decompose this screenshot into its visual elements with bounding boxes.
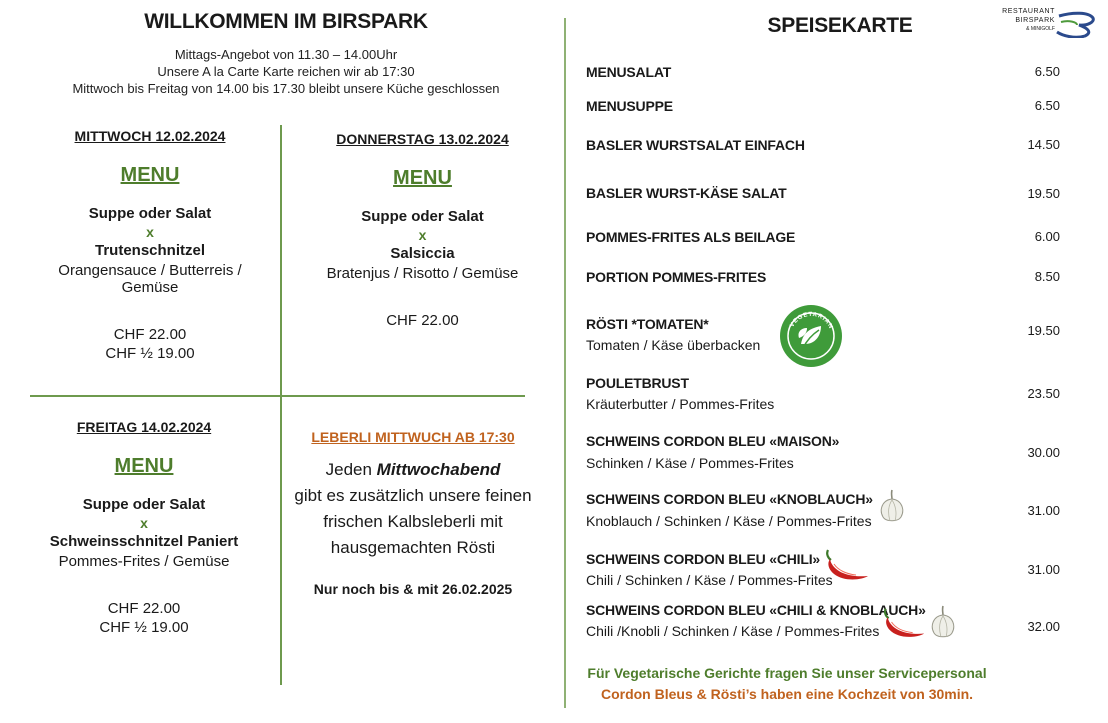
menu-item-price: 19.50 xyxy=(1027,323,1060,338)
starter: Suppe oder Salat xyxy=(88,205,212,222)
menu-item-name: POULETBRUST xyxy=(586,375,689,391)
chili-icon xyxy=(822,546,872,584)
day-date: MITTWOCH 12.02.2024 xyxy=(74,128,226,144)
special-intro-emphasis: Mittwochabend xyxy=(376,460,501,479)
lunch-hours-line: Mittags-Angebot von 11.30 – 14.00Uhr xyxy=(174,47,398,62)
menu-heading: MENU xyxy=(120,164,180,186)
grid-divider-horizontal xyxy=(30,395,525,397)
menu-item-desc: Knoblauch / Schinken / Käse / Pommes-Frites xyxy=(586,513,872,529)
combo-x: x xyxy=(140,515,148,531)
welcome-title: WILLKOMMEN IM BIRSPARK xyxy=(144,10,428,33)
menu-heading: MENU xyxy=(114,455,174,477)
restaurant-logo xyxy=(985,6,1100,40)
menu-item-desc: Tomaten / Käse überbacken xyxy=(586,337,761,353)
menu-item-price: 6.50 xyxy=(1034,98,1060,113)
menu-item-desc: Chili /Knobli / Schinken / Käse / Pommes-Frites xyxy=(586,623,880,639)
day-date: DONNERSTAG 13.02.2024 xyxy=(336,131,509,147)
vegetarian-note: Für Vegetarische Gerichte fragen Sie unser Servicepersonal xyxy=(587,665,987,681)
menu-item-price: 31.00 xyxy=(1027,562,1060,577)
starter: Suppe oder Salat xyxy=(361,208,484,225)
price-full: CHF 22.00 xyxy=(107,600,181,617)
opening-hours-info xyxy=(40,46,532,97)
menu-item-name: SCHWEINS CORDON BLEU «CHILI» xyxy=(586,551,820,567)
chili-icon xyxy=(880,604,928,642)
main-dish: Trutenschnitzel xyxy=(94,242,206,259)
sides: Orangensauce / Butterreis / Gemüse xyxy=(58,262,242,296)
vegetarian-badge-icon xyxy=(779,304,843,368)
cooking-time-note: Cordon Bleus & Rösti’s haben eine Kochzeit von 30min. xyxy=(600,686,974,702)
menu-item-name: BASLER WURSTSALAT EINFACH xyxy=(586,137,805,153)
menu-item-price: 6.50 xyxy=(1034,64,1060,79)
logo-line-3: & MINIGOLF xyxy=(1026,26,1055,32)
menu-item-name: POMMES-FRITES ALS BEILAGE xyxy=(586,229,796,245)
menu-item-name: MENUSALAT xyxy=(586,64,672,80)
day-menu-thursday xyxy=(295,131,550,329)
day-menu-wednesday xyxy=(30,128,270,362)
menu-item-price: 31.00 xyxy=(1027,503,1060,518)
price-half: CHF ½ 19.00 xyxy=(99,619,189,636)
speisekarte-title: SPEISEKARTE xyxy=(767,14,913,37)
menu-item-desc: Kräuterbutter / Pommes-Frites xyxy=(586,396,775,412)
sides: Pommes-Frites / Gemüse xyxy=(58,553,230,570)
combo-x: x xyxy=(418,227,427,243)
special-line: gibt es zusätzlich unsere feinen xyxy=(294,486,532,505)
special-intro-line: Jeden Mittwochabend xyxy=(325,460,501,479)
logo-line-2: BIRSPARK xyxy=(1015,17,1055,24)
main-dish: Schweinsschnitzel Paniert xyxy=(49,533,239,550)
menu-heading: MENU xyxy=(393,167,452,189)
day-date: FREITAG 14.02.2024 xyxy=(76,419,212,435)
menu-item-name: BASLER WURST-KÄSE SALAT xyxy=(586,185,787,201)
menu-item-price: 14.50 xyxy=(1027,137,1060,152)
garlic-icon xyxy=(876,488,908,524)
menu-item-price: 19.50 xyxy=(1027,186,1060,201)
kitchen-closed-line: Mittwoch bis Freitag von 14.00 bis 17.30 bleibt unsere Küche geschlossen xyxy=(72,81,500,96)
grid-divider-vertical-top xyxy=(280,125,282,396)
column-divider xyxy=(564,18,566,708)
menu-item-price: 6.00 xyxy=(1034,229,1060,244)
menu-item-price: 23.50 xyxy=(1027,386,1060,401)
menu-item-name: MENUSUPPE xyxy=(586,98,673,114)
birspark-swoosh-icon xyxy=(1055,10,1097,38)
special-description xyxy=(290,457,536,561)
special-valid-until: Nur noch bis & mit 26.02.2025 xyxy=(313,581,513,597)
main-dish: Salsiccia xyxy=(390,245,455,262)
grid-divider-vertical-bottom xyxy=(280,397,282,685)
garlic-icon xyxy=(927,604,959,640)
menu-item-name: SCHWEINS CORDON BLEU «MAISON» xyxy=(586,433,840,449)
menu-item-price: 30.00 xyxy=(1027,445,1060,460)
menu-item-name: RÖSTI *TOMATEN* xyxy=(586,316,709,332)
logo-line-1: RESTAURANT xyxy=(1002,8,1055,15)
menu-item-price: 32.00 xyxy=(1027,619,1060,634)
day-menu-friday xyxy=(30,419,258,636)
special-line: hausgemachten Rösti xyxy=(330,538,496,557)
a-la-carte-line: Unsere A la Carte Karte reichen wir ab 17:30 xyxy=(157,64,415,79)
price-full: CHF 22.00 xyxy=(113,326,187,343)
combo-x: x xyxy=(146,224,154,240)
price-half: CHF ½ 19.00 xyxy=(105,345,195,362)
menu-item-name: SCHWEINS CORDON BLEU «CHILI & KNOBLAUCH» xyxy=(586,602,926,618)
menu-item-price: 8.50 xyxy=(1034,269,1060,284)
price-full: CHF 22.00 xyxy=(386,312,459,329)
special-title: LEBERLI MITTWUCH AB 17:30 xyxy=(311,429,515,445)
special-leberli xyxy=(290,429,536,597)
menu-item-desc: Chili / Schinken / Käse / Pommes-Frites xyxy=(586,572,833,588)
sides: Bratenjus / Risotto / Gemüse xyxy=(326,265,519,282)
menu-item-desc: Schinken / Käse / Pommes-Frites xyxy=(586,455,794,471)
starter: Suppe oder Salat xyxy=(82,496,206,513)
special-line: frischen Kalbsleberli mit xyxy=(323,512,503,531)
menu-item-name: SCHWEINS CORDON BLEU «KNOBLAUCH» xyxy=(586,491,873,507)
vegetarian-badge-text: VEGETARIAN xyxy=(789,311,834,331)
menu-item-name: PORTION POMMES-FRITES xyxy=(586,269,767,285)
